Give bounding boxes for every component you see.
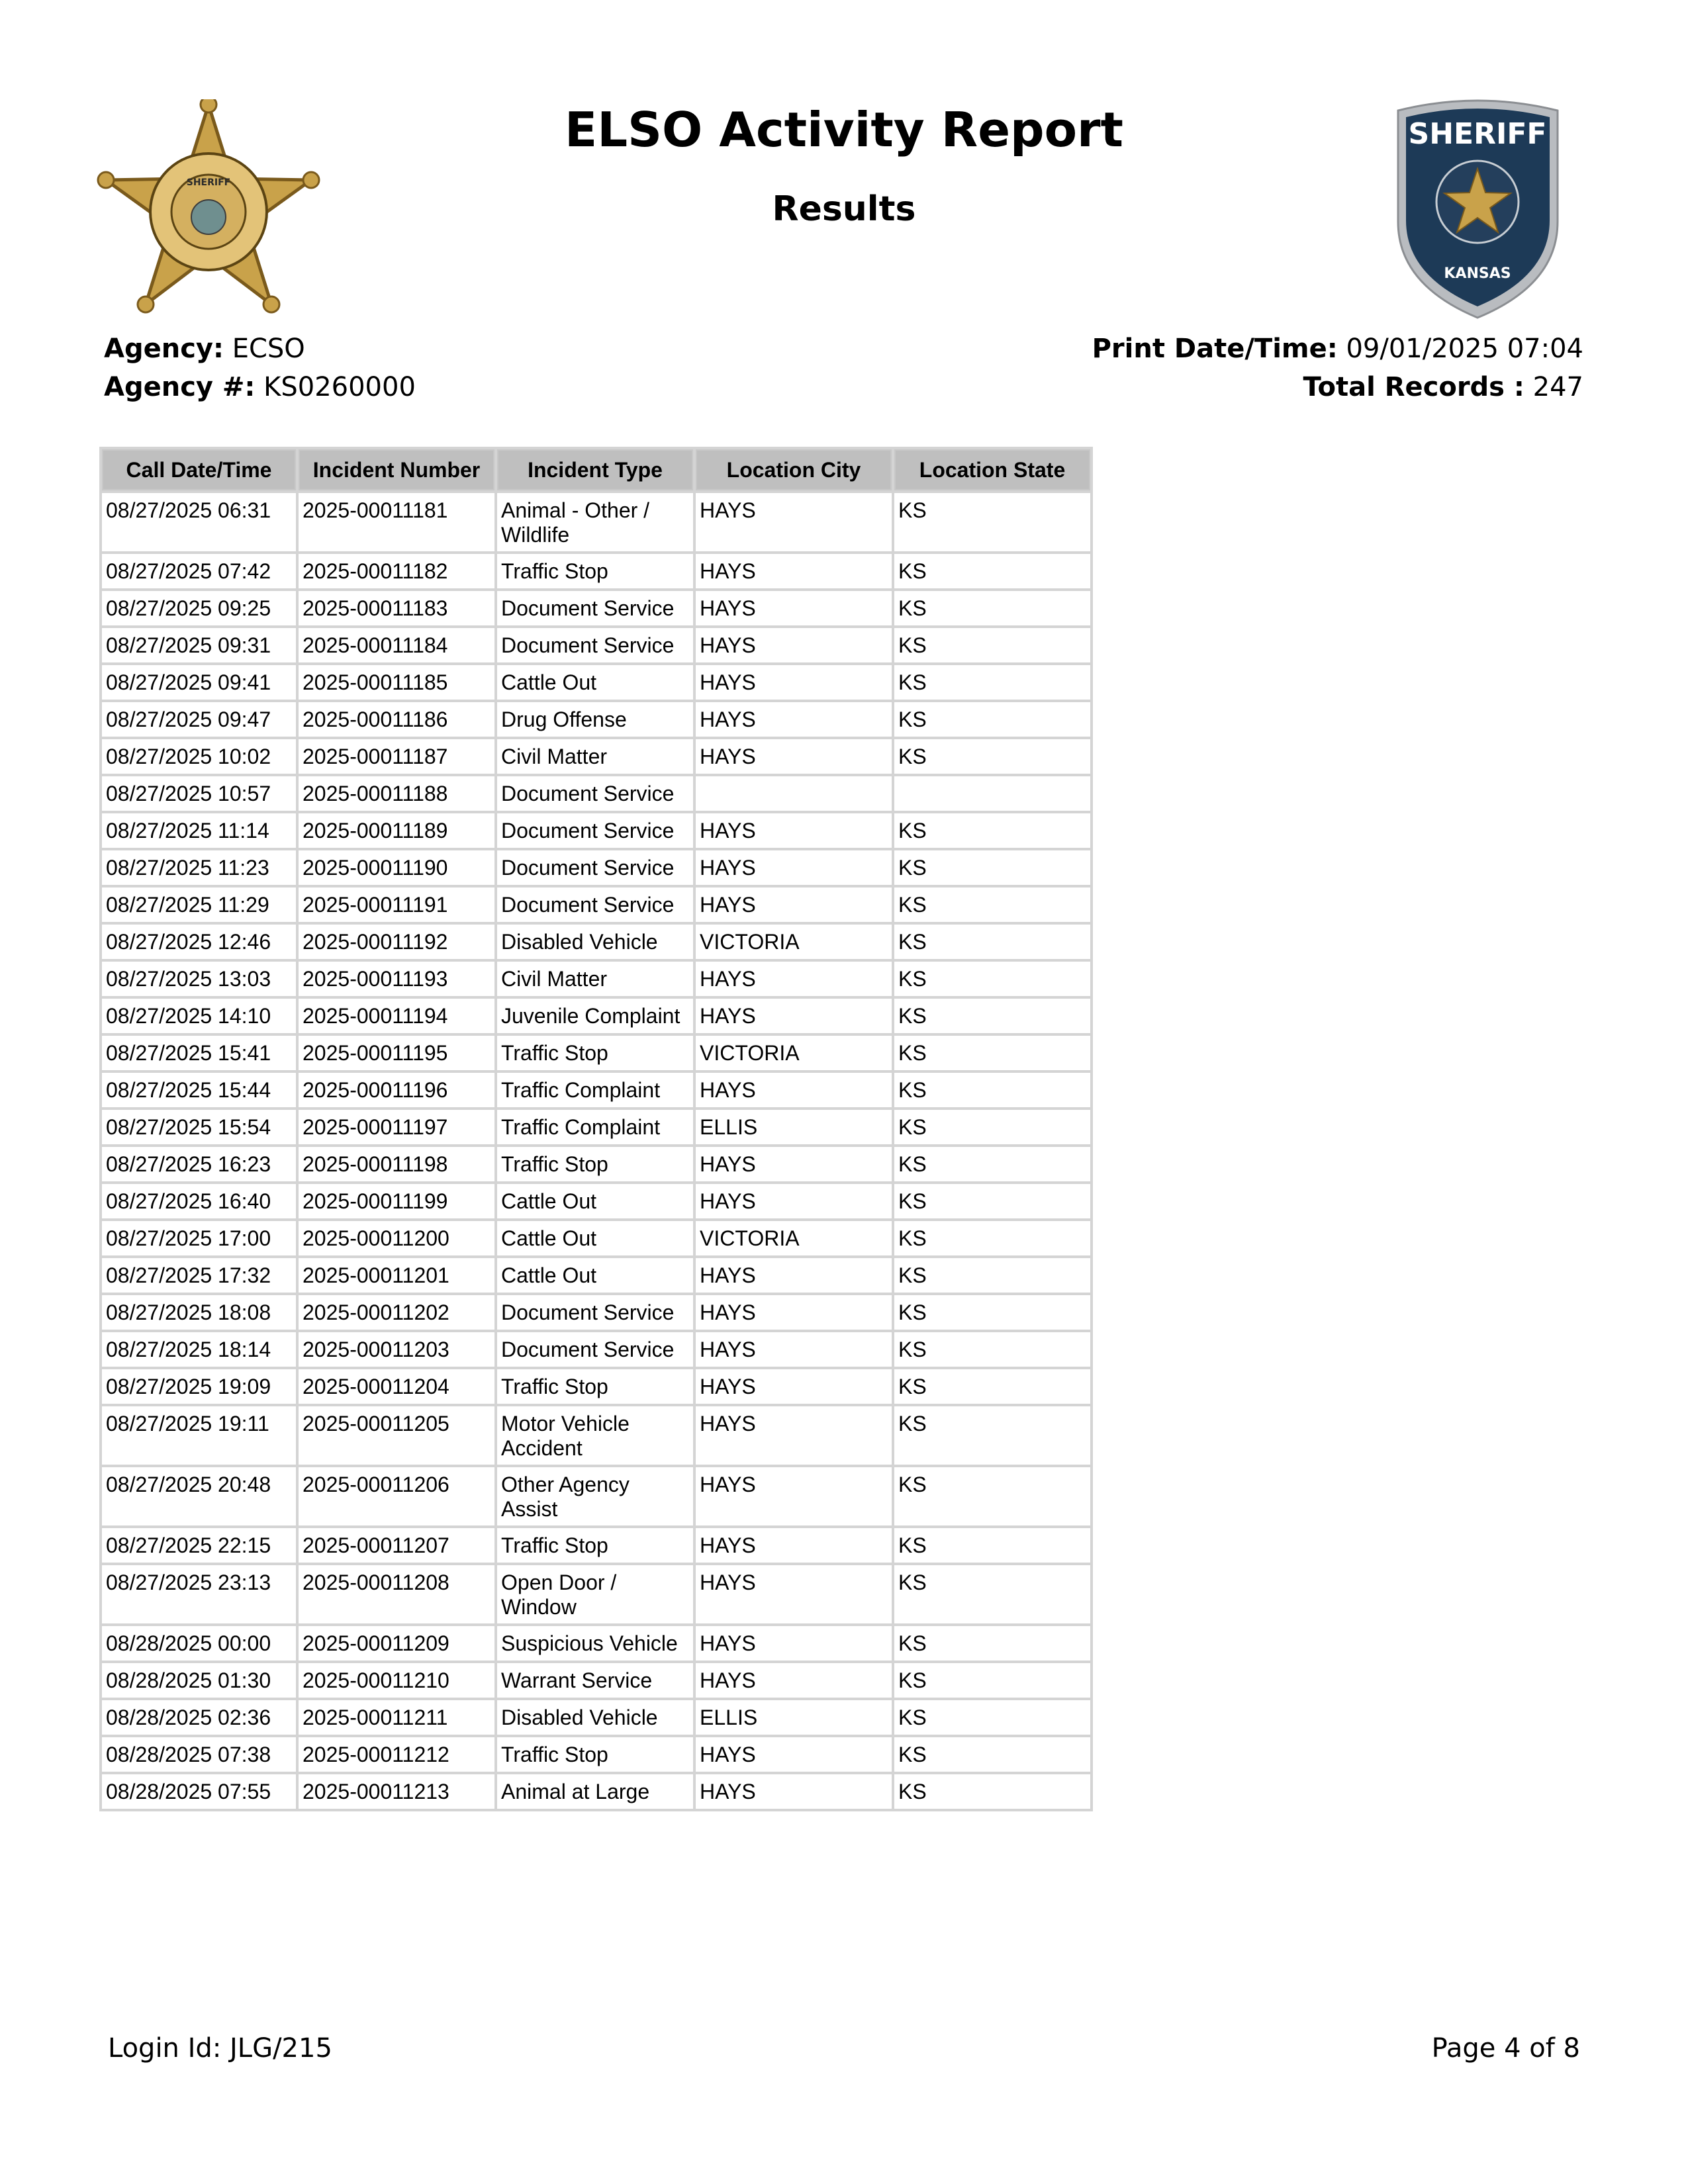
incident-type-cell: Warrant Service (497, 1663, 693, 1698)
table-row (102, 554, 1090, 588)
location-city-cell: HAYS (696, 628, 892, 662)
location-city-cell: HAYS (696, 1258, 892, 1293)
table-row (102, 1774, 1090, 1809)
incident-number-cell: 2025-00011192 (299, 925, 494, 959)
call-datetime-cell: 08/27/2025 20:48 (102, 1467, 296, 1525)
incident-number-cell: 2025-00011211 (299, 1700, 494, 1735)
incident-type-cell: Document Service (497, 1295, 693, 1330)
incident-number-cell: 2025-00011213 (299, 1774, 494, 1809)
location-state-cell: KS (894, 628, 1090, 662)
call-datetime-cell: 08/28/2025 02:36 (102, 1700, 296, 1735)
call-datetime-cell: 08/27/2025 17:32 (102, 1258, 296, 1293)
location-state-cell: KS (894, 850, 1090, 885)
incident-number-cell: 2025-00011190 (299, 850, 494, 885)
location-state-cell: KS (894, 1073, 1090, 1107)
location-city-cell: HAYS (696, 1295, 892, 1330)
incident-number-cell: 2025-00011189 (299, 813, 494, 848)
print-date-line (1092, 330, 1583, 368)
call-datetime-cell: 08/28/2025 07:38 (102, 1737, 296, 1772)
total-records-value: 247 (1532, 372, 1583, 402)
table-row (102, 628, 1090, 662)
incident-type-cell: Traffic Stop (497, 1369, 693, 1404)
location-city-cell: HAYS (696, 1406, 892, 1465)
location-state-cell: KS (894, 1110, 1090, 1144)
location-city-cell: HAYS (696, 702, 892, 737)
location-state-cell: KS (894, 1467, 1090, 1525)
incident-number-cell: 2025-00011196 (299, 1073, 494, 1107)
call-datetime-cell: 08/27/2025 13:03 (102, 962, 296, 996)
incident-type-cell: Motor Vehicle Accident (497, 1406, 693, 1465)
incident-type-cell: Document Service (497, 887, 693, 922)
agency-number-line (104, 368, 416, 406)
location-state-cell (894, 776, 1090, 811)
incident-type-cell: Traffic Stop (497, 1147, 693, 1181)
incident-type-cell: Disabled Vehicle (497, 925, 693, 959)
call-datetime-cell: 08/27/2025 11:29 (102, 887, 296, 922)
agency-line (104, 330, 416, 368)
table-row (102, 1406, 1090, 1465)
location-state-cell: KS (894, 493, 1090, 551)
location-city-cell: HAYS (696, 1073, 892, 1107)
call-datetime-cell: 08/27/2025 11:14 (102, 813, 296, 848)
location-city-cell: ELLIS (696, 1110, 892, 1144)
location-state-cell: KS (894, 1700, 1090, 1735)
incident-number-cell: 2025-00011186 (299, 702, 494, 737)
column-header: Location State (894, 449, 1090, 490)
location-state-cell: KS (894, 813, 1090, 848)
table-row (102, 1258, 1090, 1293)
call-datetime-cell: 08/27/2025 16:23 (102, 1147, 296, 1181)
agency-value: ECSO (232, 334, 305, 364)
activity-table (99, 447, 1093, 1811)
incident-number-cell: 2025-00011209 (299, 1626, 494, 1661)
table-body (102, 493, 1090, 1809)
call-datetime-cell: 08/27/2025 10:57 (102, 776, 296, 811)
location-city-cell (696, 776, 892, 811)
table-row (102, 1147, 1090, 1181)
location-city-cell: HAYS (696, 1626, 892, 1661)
table-row (102, 776, 1090, 811)
incident-type-cell: Traffic Complaint (497, 1110, 693, 1144)
incident-number-cell: 2025-00011206 (299, 1467, 494, 1525)
location-city-cell: HAYS (696, 1332, 892, 1367)
incident-number-cell: 2025-00011207 (299, 1528, 494, 1563)
location-state-cell: KS (894, 962, 1090, 996)
location-city-cell: HAYS (696, 999, 892, 1033)
location-city-cell: HAYS (696, 1467, 892, 1525)
location-city-cell: HAYS (696, 887, 892, 922)
location-city-cell: HAYS (696, 1147, 892, 1181)
incident-number-cell: 2025-00011193 (299, 962, 494, 996)
location-city-cell: HAYS (696, 813, 892, 848)
incident-number-cell: 2025-00011191 (299, 887, 494, 922)
location-city-cell: HAYS (696, 850, 892, 885)
incident-number-cell: 2025-00011210 (299, 1663, 494, 1698)
location-city-cell: HAYS (696, 1369, 892, 1404)
location-state-cell: KS (894, 1147, 1090, 1181)
location-state-cell: KS (894, 1036, 1090, 1070)
incident-number-cell: 2025-00011205 (299, 1406, 494, 1465)
call-datetime-cell: 08/27/2025 09:47 (102, 702, 296, 737)
column-header: Call Date/Time (102, 449, 296, 490)
incident-type-cell: Suspicious Vehicle (497, 1626, 693, 1661)
call-datetime-cell: 08/28/2025 00:00 (102, 1626, 296, 1661)
incident-type-cell: Traffic Stop (497, 1036, 693, 1070)
incident-number-cell: 2025-00011194 (299, 999, 494, 1033)
call-datetime-cell: 08/27/2025 18:08 (102, 1295, 296, 1330)
location-state-cell: KS (894, 1221, 1090, 1255)
table-row (102, 1737, 1090, 1772)
location-state-cell: KS (894, 1258, 1090, 1293)
incident-type-cell: Other Agency Assist (497, 1467, 693, 1525)
call-datetime-cell: 08/28/2025 07:55 (102, 1774, 296, 1809)
total-records-label: Total Records : (1303, 372, 1524, 402)
location-city-cell: HAYS (696, 1528, 892, 1563)
incident-number-cell: 2025-00011204 (299, 1369, 494, 1404)
location-state-cell: KS (894, 1369, 1090, 1404)
svg-text:KANSAS: KANSAS (1444, 265, 1511, 282)
location-city-cell: HAYS (696, 739, 892, 774)
table-row (102, 1467, 1090, 1525)
location-state-cell: KS (894, 999, 1090, 1033)
incident-type-cell: Cattle Out (497, 1221, 693, 1255)
location-state-cell: KS (894, 591, 1090, 625)
incident-type-cell: Animal at Large (497, 1774, 693, 1809)
location-city-cell: HAYS (696, 591, 892, 625)
incident-type-cell: Traffic Complaint (497, 1073, 693, 1107)
call-datetime-cell: 08/27/2025 09:25 (102, 591, 296, 625)
call-datetime-cell: 08/27/2025 22:15 (102, 1528, 296, 1563)
table-row (102, 591, 1090, 625)
location-city-cell: HAYS (696, 1774, 892, 1809)
incident-number-cell: 2025-00011182 (299, 554, 494, 588)
call-datetime-cell: 08/27/2025 19:09 (102, 1369, 296, 1404)
incident-type-cell: Document Service (497, 776, 693, 811)
table-row (102, 665, 1090, 700)
table-row (102, 1221, 1090, 1255)
incident-type-cell: Document Service (497, 628, 693, 662)
column-header: Incident Number (299, 449, 494, 490)
call-datetime-cell: 08/27/2025 19:11 (102, 1406, 296, 1465)
table-row (102, 1700, 1090, 1735)
agency-number-label: Agency #: (104, 372, 256, 402)
call-datetime-cell: 08/27/2025 14:10 (102, 999, 296, 1033)
report-subtitle: Results (772, 189, 916, 229)
table-row (102, 999, 1090, 1033)
incident-type-cell: Traffic Stop (497, 554, 693, 588)
column-header: Location City (696, 449, 892, 490)
table-row (102, 1369, 1090, 1404)
location-state-cell: KS (894, 665, 1090, 700)
incident-type-cell: Civil Matter (497, 739, 693, 774)
agency-label: Agency: (104, 334, 224, 364)
column-header: Incident Type (497, 449, 693, 490)
location-state-cell: KS (894, 925, 1090, 959)
table-row (102, 1184, 1090, 1218)
location-state-cell: KS (894, 1737, 1090, 1772)
incident-type-cell: Document Service (497, 850, 693, 885)
incident-number-cell: 2025-00011181 (299, 493, 494, 551)
table-row (102, 850, 1090, 885)
incident-type-cell: Drug Offense (497, 702, 693, 737)
incident-type-cell: Document Service (497, 1332, 693, 1367)
incident-type-cell: Animal - Other / Wildlife (497, 493, 693, 551)
svg-text:SHERIFF: SHERIFF (186, 177, 231, 188)
incident-number-cell: 2025-00011202 (299, 1295, 494, 1330)
call-datetime-cell: 08/27/2025 18:14 (102, 1332, 296, 1367)
call-datetime-cell: 08/27/2025 15:54 (102, 1110, 296, 1144)
call-datetime-cell: 08/27/2025 07:42 (102, 554, 296, 588)
call-datetime-cell: 08/27/2025 06:31 (102, 493, 296, 551)
table-row (102, 1036, 1090, 1070)
incident-type-cell: Document Service (497, 813, 693, 848)
print-info (1092, 330, 1583, 406)
incident-number-cell: 2025-00011185 (299, 665, 494, 700)
call-datetime-cell: 08/27/2025 11:23 (102, 850, 296, 885)
incident-number-cell: 2025-00011201 (299, 1258, 494, 1293)
incident-number-cell: 2025-00011203 (299, 1332, 494, 1367)
table-row (102, 1528, 1090, 1563)
location-city-cell: HAYS (696, 1663, 892, 1698)
location-city-cell: ELLIS (696, 1700, 892, 1735)
location-city-cell: HAYS (696, 962, 892, 996)
table-row (102, 925, 1090, 959)
location-state-cell: KS (894, 554, 1090, 588)
location-city-cell: VICTORIA (696, 925, 892, 959)
page-number: Page 4 of 8 (1431, 2033, 1580, 2064)
call-datetime-cell: 08/27/2025 23:13 (102, 1565, 296, 1623)
call-datetime-cell: 08/27/2025 16:40 (102, 1184, 296, 1218)
location-state-cell: KS (894, 739, 1090, 774)
agency-info (104, 330, 416, 406)
table-row (102, 887, 1090, 922)
call-datetime-cell: 08/27/2025 17:00 (102, 1221, 296, 1255)
table-row (102, 962, 1090, 996)
location-city-cell: HAYS (696, 493, 892, 551)
table-row (102, 1110, 1090, 1144)
incident-number-cell: 2025-00011197 (299, 1110, 494, 1144)
location-city-cell: HAYS (696, 554, 892, 588)
call-datetime-cell: 08/28/2025 01:30 (102, 1663, 296, 1698)
incident-type-cell: Traffic Stop (497, 1528, 693, 1563)
call-datetime-cell: 08/27/2025 12:46 (102, 925, 296, 959)
location-state-cell: KS (894, 1528, 1090, 1563)
incident-type-cell: Open Door / Window (497, 1565, 693, 1623)
call-datetime-cell: 08/27/2025 09:31 (102, 628, 296, 662)
incident-number-cell: 2025-00011183 (299, 591, 494, 625)
incident-number-cell: 2025-00011199 (299, 1184, 494, 1218)
login-id: Login Id: JLG/215 (108, 2033, 332, 2064)
location-city-cell: HAYS (696, 1184, 892, 1218)
total-records-line (1092, 368, 1583, 406)
location-state-cell: KS (894, 1295, 1090, 1330)
table-row (102, 1565, 1090, 1623)
incident-type-cell: Traffic Stop (497, 1737, 693, 1772)
location-state-cell: KS (894, 1332, 1090, 1367)
incident-number-cell: 2025-00011188 (299, 776, 494, 811)
incident-number-cell: 2025-00011187 (299, 739, 494, 774)
incident-type-cell: Civil Matter (497, 962, 693, 996)
incident-number-cell: 2025-00011195 (299, 1036, 494, 1070)
location-state-cell: KS (894, 1565, 1090, 1623)
location-state-cell: KS (894, 1663, 1090, 1698)
location-city-cell: VICTORIA (696, 1221, 892, 1255)
table-row (102, 1332, 1090, 1367)
table-row (102, 1626, 1090, 1661)
table-row (102, 1663, 1090, 1698)
incident-number-cell: 2025-00011200 (299, 1221, 494, 1255)
location-state-cell: KS (894, 702, 1090, 737)
table-header-row (102, 449, 1090, 490)
location-state-cell: KS (894, 1406, 1090, 1465)
incident-type-cell: Juvenile Complaint (497, 999, 693, 1033)
report-title: ELSO Activity Report (565, 102, 1123, 158)
location-city-cell: VICTORIA (696, 1036, 892, 1070)
incident-type-cell: Document Service (497, 591, 693, 625)
table-row (102, 1073, 1090, 1107)
table-row (102, 813, 1090, 848)
location-city-cell: HAYS (696, 1737, 892, 1772)
table-row (102, 493, 1090, 551)
table-row (102, 702, 1090, 737)
print-date-label: Print Date/Time: (1092, 334, 1338, 364)
incident-type-cell: Cattle Out (497, 665, 693, 700)
table-row (102, 1295, 1090, 1330)
incident-number-cell: 2025-00011208 (299, 1565, 494, 1623)
table-row (102, 739, 1090, 774)
call-datetime-cell: 08/27/2025 10:02 (102, 739, 296, 774)
call-datetime-cell: 08/27/2025 09:41 (102, 665, 296, 700)
incident-number-cell: 2025-00011184 (299, 628, 494, 662)
incident-type-cell: Cattle Out (497, 1184, 693, 1218)
location-state-cell: KS (894, 887, 1090, 922)
incident-number-cell: 2025-00011198 (299, 1147, 494, 1181)
print-date-value: 09/01/2025 07:04 (1346, 334, 1583, 364)
location-city-cell: HAYS (696, 665, 892, 700)
call-datetime-cell: 08/27/2025 15:41 (102, 1036, 296, 1070)
call-datetime-cell: 08/27/2025 15:44 (102, 1073, 296, 1107)
svg-text:SHERIFF: SHERIFF (1408, 117, 1547, 151)
location-state-cell: KS (894, 1626, 1090, 1661)
location-city-cell: HAYS (696, 1565, 892, 1623)
agency-number-value: KS0260000 (263, 372, 416, 402)
location-state-cell: KS (894, 1184, 1090, 1218)
location-state-cell: KS (894, 1774, 1090, 1809)
incident-type-cell: Cattle Out (497, 1258, 693, 1293)
incident-type-cell: Disabled Vehicle (497, 1700, 693, 1735)
incident-number-cell: 2025-00011212 (299, 1737, 494, 1772)
